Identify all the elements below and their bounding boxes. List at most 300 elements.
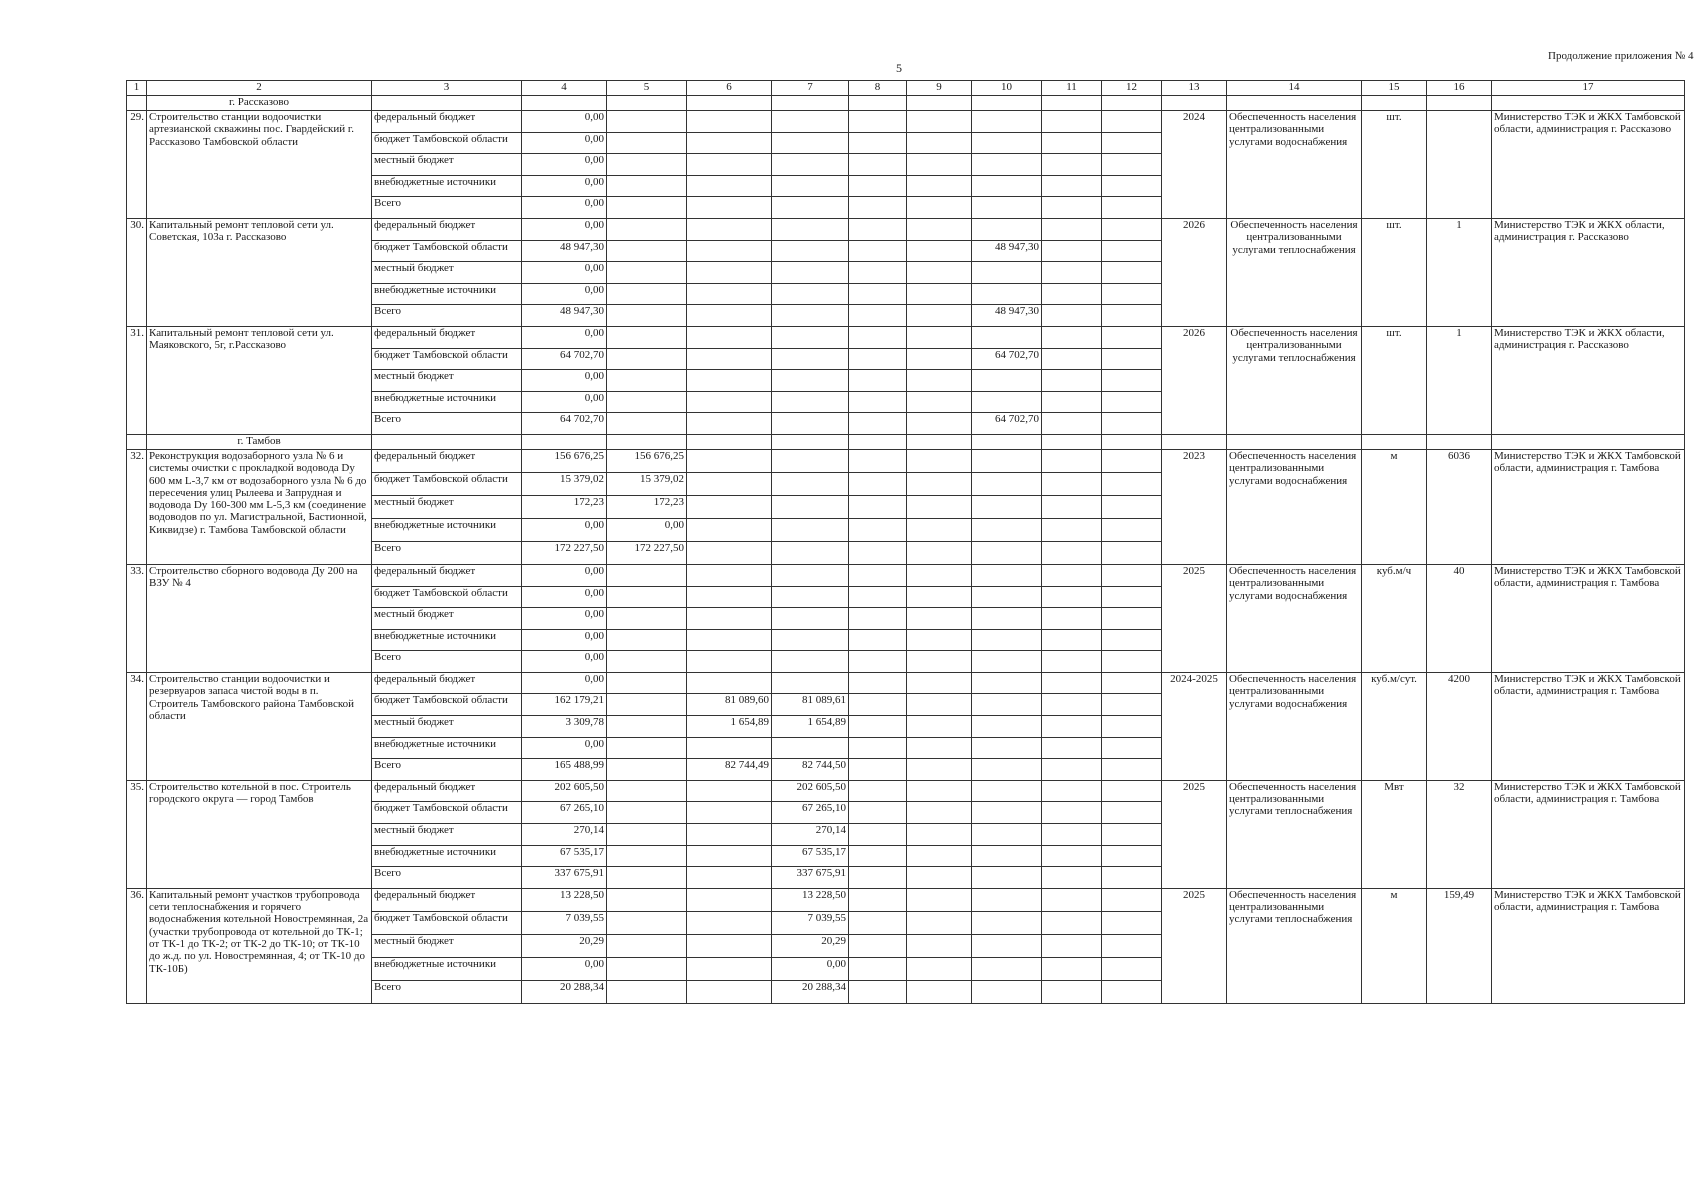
amount-col11 [1042,518,1102,541]
funding-source: Всего [372,305,522,327]
amount-col11 [1042,824,1102,846]
amount-col8 [849,867,907,889]
amount-col8 [849,305,907,327]
amount-col5 [607,845,687,867]
amount-col6 [687,132,772,154]
amount-col6 [687,824,772,846]
funding-source: Всего [372,867,522,889]
table-row [127,111,1685,133]
empty-cell [607,96,687,111]
empty-cell [1492,96,1685,111]
item-name: Реконструкция водозаборного узла № 6 и системы очистки с прокладкой водовода Dy 600 мм L-3,7 км от водозаборного узла № 6 до пересечения улиц Рылеева и Запрудная и водовода Dy 160-300 мм L-5,3 км (соединение водоводов по ул. Магистральной, Бастионной, Киквидзе) г. Тамбова Тамбовской области [147,449,372,564]
amount-col9 [907,780,972,802]
amount-col12 [1102,541,1162,564]
amount-col12 [1102,911,1162,934]
item-name: Строительство станции водоочистки и резервуаров запаса чистой воды в п. Строитель Тамбовского района Тамбовской области [147,672,372,780]
amount-col11 [1042,780,1102,802]
amount-col9 [907,262,972,284]
result-indicator: Обеспеченность населения централизованными услугами теплоснабжения [1227,326,1362,434]
table-row [127,564,1685,586]
amount-col12 [1102,780,1162,802]
amount-col7 [772,175,849,197]
amount-col8 [849,175,907,197]
amount-col8 [849,629,907,651]
amount-col7: 337 675,91 [772,867,849,889]
amount-col7 [772,132,849,154]
funding-source: бюджет Тамбовской области [372,586,522,608]
amount-col11 [1042,370,1102,392]
amount-col6 [687,449,772,472]
amount-col12 [1102,934,1162,957]
amount-total: 172 227,50 [522,541,607,564]
amount-col8 [849,694,907,716]
amount-total: 337 675,91 [522,867,607,889]
amount-col10 [972,518,1042,541]
amount-col10 [972,197,1042,219]
amount-col12 [1102,218,1162,240]
amount-col11 [1042,694,1102,716]
amount-col7: 7 039,55 [772,911,849,934]
amount-col7 [772,348,849,370]
amount-col9 [907,132,972,154]
funding-source: внебюджетные источники [372,737,522,759]
amount-col5 [607,888,687,911]
amount-col12 [1102,651,1162,673]
amount-col9 [907,737,972,759]
amount-col5 [607,911,687,934]
empty-cell [1162,96,1227,111]
amount-col6 [687,348,772,370]
quantity-cell: 6036 [1427,449,1492,564]
amount-col7 [772,262,849,284]
amount-col10 [972,283,1042,305]
amount-col11 [1042,111,1102,133]
amount-col11 [1042,608,1102,630]
column-header: 14 [1227,81,1362,96]
amount-col8 [849,802,907,824]
table-row [127,449,1685,472]
amount-col5 [607,824,687,846]
amount-col12 [1102,326,1162,348]
amount-total: 48 947,30 [522,305,607,327]
amount-col10 [972,111,1042,133]
unit-cell: шт. [1362,111,1427,219]
amount-total: 165 488,99 [522,759,607,781]
column-header: 8 [849,81,907,96]
amount-col6 [687,586,772,608]
amount-col11 [1042,957,1102,980]
empty-cell [1227,96,1362,111]
amount-col9 [907,608,972,630]
funding-source: внебюджетные источники [372,283,522,305]
empty-cell [372,96,522,111]
amount-col5: 15 379,02 [607,472,687,495]
amount-col10 [972,672,1042,694]
amount-col8 [849,111,907,133]
empty-cell [1427,434,1492,449]
amount-col5 [607,759,687,781]
empty-cell [1102,96,1162,111]
amount-col8 [849,934,907,957]
funding-source: бюджет Тамбовской области [372,472,522,495]
amount-col11 [1042,348,1102,370]
empty-cell [972,96,1042,111]
amount-col8 [849,888,907,911]
amount-col5: 172,23 [607,495,687,518]
amount-col8 [849,262,907,284]
funding-source: бюджет Тамбовской области [372,694,522,716]
amount-col6 [687,305,772,327]
amount-col9 [907,283,972,305]
amount-col5 [607,413,687,435]
amount-total: 20 288,34 [522,980,607,1003]
item-number: 30. [127,218,147,326]
amount-col6 [687,495,772,518]
amount-col11 [1042,980,1102,1003]
item-number: 35. [127,780,147,888]
quantity-cell [1427,111,1492,219]
amount-total: 7 039,55 [522,911,607,934]
amount-total: 0,00 [522,564,607,586]
funding-source: местный бюджет [372,262,522,284]
amount-col6 [687,326,772,348]
amount-total: 20,29 [522,934,607,957]
amount-col8 [849,759,907,781]
amount-col8 [849,980,907,1003]
amount-col6 [687,413,772,435]
amount-col12 [1102,802,1162,824]
amount-col5 [607,651,687,673]
amount-col12 [1102,867,1162,889]
amount-col7: 81 089,61 [772,694,849,716]
result-indicator: Обеспеченность населения централизованными услугами теплоснабжения [1227,780,1362,888]
funding-source: федеральный бюджет [372,564,522,586]
amount-col9 [907,845,972,867]
item-name: Строительство котельной в пос. Строитель городского округа — город Тамбов [147,780,372,888]
amount-col9 [907,218,972,240]
empty-cell [127,434,147,449]
period-cell: 2026 [1162,326,1227,434]
amount-total: 15 379,02 [522,472,607,495]
empty-cell [1042,434,1102,449]
column-header: 9 [907,81,972,96]
amount-col7: 1 654,89 [772,716,849,738]
funding-source: внебюджетные источники [372,629,522,651]
funding-source: местный бюджет [372,934,522,957]
amount-col6 [687,283,772,305]
unit-cell: м [1362,449,1427,564]
amount-col5 [607,305,687,327]
amount-col5 [607,957,687,980]
column-header: 15 [1362,81,1427,96]
empty-cell [127,96,147,111]
amount-col7 [772,737,849,759]
amount-col11 [1042,672,1102,694]
amount-col8 [849,845,907,867]
amount-col8 [849,413,907,435]
funding-source: федеральный бюджет [372,326,522,348]
amount-col9 [907,824,972,846]
amount-col8 [849,518,907,541]
amount-col9 [907,348,972,370]
amount-col12 [1102,111,1162,133]
header-row [127,81,1685,96]
amount-col5 [607,218,687,240]
amount-col5 [607,980,687,1003]
empty-cell [1227,434,1362,449]
amount-col10 [972,608,1042,630]
amount-col6 [687,218,772,240]
empty-cell [772,96,849,111]
amount-col8 [849,824,907,846]
item-number: 29. [127,111,147,219]
quantity-cell: 40 [1427,564,1492,672]
amount-col5: 172 227,50 [607,541,687,564]
table-row [127,888,1685,911]
amount-col7 [772,651,849,673]
item-number: 36. [127,888,147,1003]
result-indicator: Обеспеченность населения централизованными услугами теплоснабжения [1227,888,1362,1003]
amount-col7 [772,672,849,694]
amount-col6 [687,197,772,219]
amount-col6 [687,934,772,957]
amount-col7 [772,449,849,472]
amount-col12 [1102,518,1162,541]
amount-col8 [849,348,907,370]
amount-col5 [607,629,687,651]
amount-col6 [687,651,772,673]
funding-source: местный бюджет [372,824,522,846]
amount-col7 [772,586,849,608]
amount-col8 [849,564,907,586]
amount-col7 [772,518,849,541]
amount-col11 [1042,218,1102,240]
amount-col12 [1102,472,1162,495]
amount-col9 [907,672,972,694]
amount-total: 0,00 [522,197,607,219]
responsible-cell: Министерство ТЭК и ЖКХ Тамбовской области, администрация г. Тамбова [1492,888,1685,1003]
amount-col5 [607,780,687,802]
amount-col7 [772,305,849,327]
table-row [127,326,1685,348]
amount-total: 64 702,70 [522,413,607,435]
amount-col12 [1102,845,1162,867]
amount-col5 [607,564,687,586]
funding-source: Всего [372,413,522,435]
amount-col12 [1102,449,1162,472]
amount-col9 [907,716,972,738]
amount-col6 [687,980,772,1003]
amount-col9 [907,934,972,957]
result-indicator: Обеспеченность населения централизованными услугами водоснабжения [1227,449,1362,564]
amount-col5 [607,154,687,176]
amount-total: 0,00 [522,370,607,392]
amount-col10 [972,586,1042,608]
amount-col10 [972,934,1042,957]
amount-col10 [972,888,1042,911]
amount-col10 [972,326,1042,348]
amount-col9 [907,326,972,348]
result-indicator: Обеспеченность населения централизованными услугами водоснабжения [1227,564,1362,672]
item-name: Строительство сборного водовода Ду 200 на ВЗУ № 4 [147,564,372,672]
amount-col11 [1042,867,1102,889]
responsible-cell: Министерство ТЭК и ЖКХ Тамбовской области, администрация г. Тамбова [1492,780,1685,888]
amount-col12 [1102,716,1162,738]
amount-col10 [972,980,1042,1003]
amount-col9 [907,472,972,495]
amount-col10 [972,780,1042,802]
amount-col5 [607,802,687,824]
amount-total: 0,00 [522,175,607,197]
amount-col6: 81 089,60 [687,694,772,716]
amount-col5 [607,672,687,694]
amount-col6 [687,957,772,980]
amount-col11 [1042,716,1102,738]
amount-col10 [972,449,1042,472]
amount-col10 [972,391,1042,413]
amount-col6 [687,737,772,759]
funding-source: федеральный бюджет [372,780,522,802]
amount-col7: 13 228,50 [772,888,849,911]
amount-total: 0,00 [522,629,607,651]
responsible-cell: Министерство ТЭК и ЖКХ области, администрация г. Рассказово [1492,218,1685,326]
amount-col6 [687,175,772,197]
amount-col5 [607,175,687,197]
amount-col12 [1102,197,1162,219]
table-row [127,218,1685,240]
amount-col9 [907,586,972,608]
unit-cell: шт. [1362,218,1427,326]
amount-col9 [907,802,972,824]
city-heading: г. Тамбов [147,434,372,449]
amount-col11 [1042,305,1102,327]
amount-col6 [687,154,772,176]
amount-total: 0,00 [522,132,607,154]
period-cell: 2025 [1162,780,1227,888]
amount-col9 [907,305,972,327]
responsible-cell: Министерство ТЭК и ЖКХ Тамбовской области, администрация г. Тамбова [1492,672,1685,780]
amount-total: 0,00 [522,608,607,630]
amount-col11 [1042,586,1102,608]
amount-col6 [687,780,772,802]
empty-cell [1362,96,1427,111]
amount-col5 [607,934,687,957]
amount-total: 270,14 [522,824,607,846]
amount-col12 [1102,694,1162,716]
amount-col7 [772,391,849,413]
city-heading: г. Рассказово [147,96,372,111]
amount-total: 162 179,21 [522,694,607,716]
amount-col10 [972,759,1042,781]
funding-source: бюджет Тамбовской области [372,132,522,154]
amount-col10 [972,370,1042,392]
unit-cell: м [1362,888,1427,1003]
funding-source: бюджет Тамбовской области [372,240,522,262]
amount-col7 [772,218,849,240]
amount-col8 [849,391,907,413]
amount-col10 [972,472,1042,495]
amount-col11 [1042,175,1102,197]
column-header: 3 [372,81,522,96]
amount-col5 [607,608,687,630]
amount-col9 [907,154,972,176]
amount-col10 [972,495,1042,518]
amount-col12 [1102,283,1162,305]
amount-col10 [972,957,1042,980]
funding-source: Всего [372,197,522,219]
amount-col6: 1 654,89 [687,716,772,738]
amount-col12 [1102,564,1162,586]
responsible-cell: Министерство ТЭК и ЖКХ Тамбовской области, администрация г. Рассказово [1492,111,1685,219]
amount-col11 [1042,262,1102,284]
amount-col12 [1102,175,1162,197]
amount-col10 [972,541,1042,564]
amount-col5 [607,867,687,889]
amount-col9 [907,413,972,435]
amount-col7: 82 744,50 [772,759,849,781]
amount-col7 [772,326,849,348]
empty-cell [907,96,972,111]
amount-col12 [1102,629,1162,651]
funding-source: внебюджетные источники [372,845,522,867]
amount-col7: 20 288,34 [772,980,849,1003]
funding-source: внебюджетные источники [372,175,522,197]
funding-source: федеральный бюджет [372,111,522,133]
amount-col10: 48 947,30 [972,305,1042,327]
quantity-cell: 1 [1427,326,1492,434]
amount-col11 [1042,495,1102,518]
amount-col11 [1042,283,1102,305]
column-header: 2 [147,81,372,96]
amount-col7 [772,541,849,564]
empty-cell [972,434,1042,449]
amount-col12 [1102,391,1162,413]
amount-col12 [1102,370,1162,392]
amount-col12 [1102,888,1162,911]
funding-source: местный бюджет [372,495,522,518]
amount-col11 [1042,845,1102,867]
empty-cell [1102,434,1162,449]
amount-col11 [1042,651,1102,673]
funding-source: местный бюджет [372,370,522,392]
amount-col11 [1042,564,1102,586]
amount-col9 [907,111,972,133]
amount-total: 0,00 [522,218,607,240]
amount-total: 3 309,78 [522,716,607,738]
period-cell: 2023 [1162,449,1227,564]
amount-total: 0,00 [522,518,607,541]
empty-cell [849,434,907,449]
empty-cell [607,434,687,449]
amount-col7 [772,111,849,133]
amount-col9 [907,495,972,518]
amount-total: 156 676,25 [522,449,607,472]
amount-col7: 270,14 [772,824,849,846]
funding-source: федеральный бюджет [372,449,522,472]
amount-col10 [972,845,1042,867]
funding-source: Всего [372,980,522,1003]
amount-total: 0,00 [522,391,607,413]
amount-col6 [687,240,772,262]
item-name: Капитальный ремонт участков трубопровода сети теплоснабжения и горячего водоснабжения котельной Новостремянная, 2а (участки трубопровода от котельной до ТК-1; от ТК-1 до ТК-2; от ТК-2 до ТК-10; от ТК-10 до ж.д. по ул. Новостремянная, 4; от ТК-10 до ТК-10Б) [147,888,372,1003]
amount-col11 [1042,449,1102,472]
amount-col5 [607,132,687,154]
quantity-cell: 4200 [1427,672,1492,780]
amount-col9 [907,518,972,541]
amount-col11 [1042,802,1102,824]
amount-col6 [687,472,772,495]
funding-source: внебюджетные источники [372,391,522,413]
